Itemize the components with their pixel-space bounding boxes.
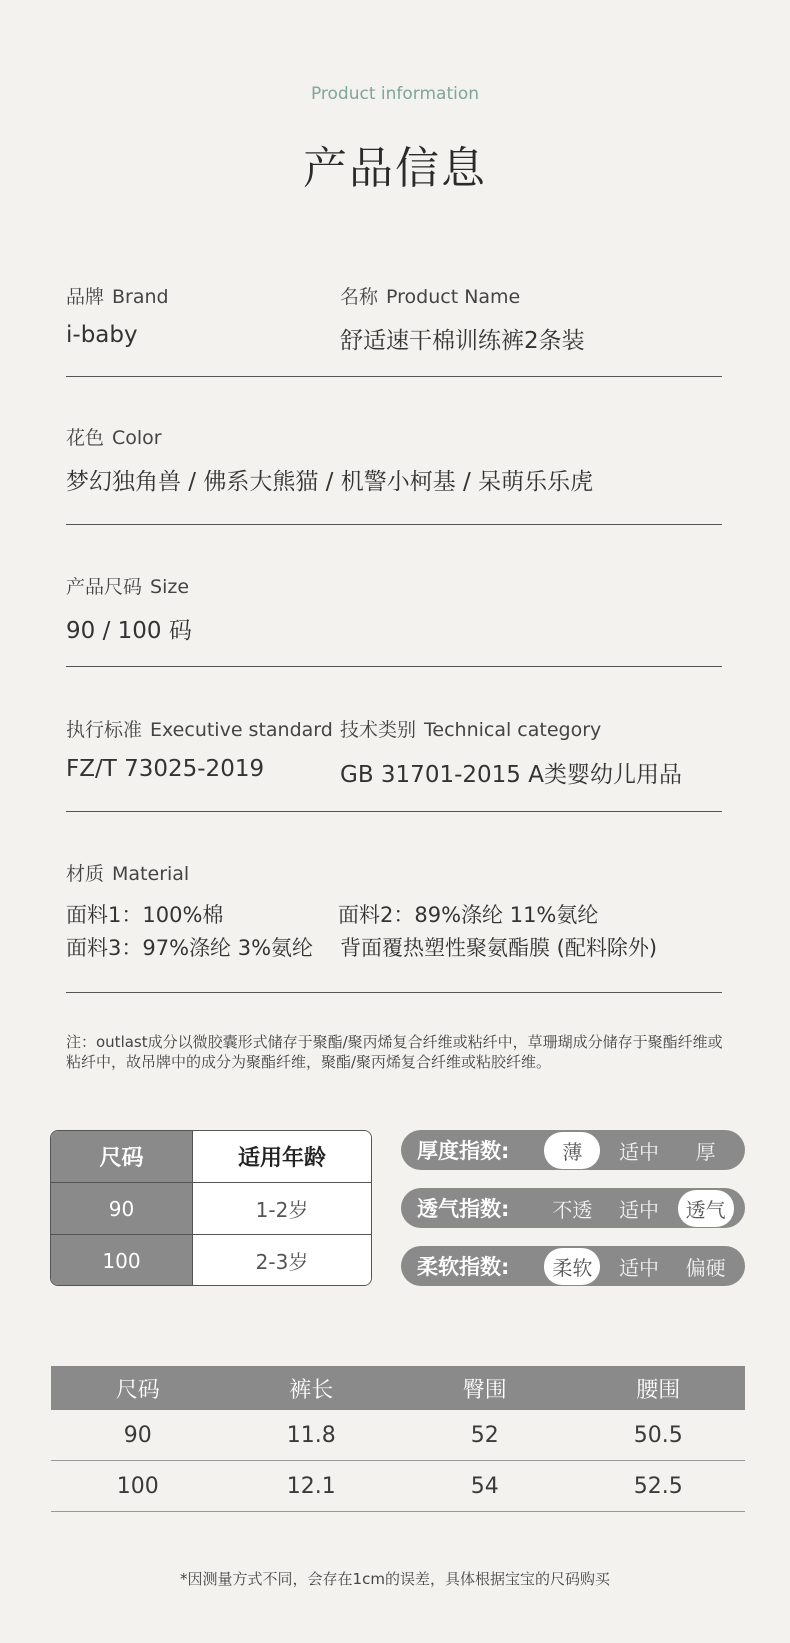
size-table — [51, 1366, 745, 1512]
material-fabric2: 面料2：89%涤纶 11%氨纶 — [338, 903, 599, 927]
executive-standard-label — [66, 715, 333, 742]
size-table-header — [51, 1366, 745, 1410]
brand-label — [66, 282, 169, 309]
thickness-index — [401, 1130, 745, 1170]
softness-option: 柔软 — [544, 1248, 600, 1285]
breathability-index — [401, 1188, 745, 1228]
divider — [66, 811, 722, 812]
material-label-cn: 材质 — [66, 863, 105, 885]
size-table-header-cell: 臀围 — [462, 1377, 507, 1403]
size-table-cell: 100 — [116, 1473, 159, 1499]
size-value: 90 / 100 码 — [66, 618, 192, 644]
thickness-option: 适中 — [618, 1139, 659, 1164]
breathability-option: 适中 — [618, 1197, 659, 1222]
material-label-en: Material — [112, 863, 190, 885]
material-fabric1: 面料1：100%棉 — [66, 903, 224, 927]
technical-category-label — [340, 715, 601, 742]
color-label — [66, 423, 162, 450]
age-table-header-cell: 适用年龄 — [193, 1131, 371, 1182]
divider — [66, 376, 722, 377]
product-name-value: 舒适速干棉训练裤2条装 — [340, 328, 585, 354]
softness-index-label: 柔软指数: — [417, 1255, 510, 1279]
thickness-option: 厚 — [695, 1139, 716, 1164]
size-table-cell: 52.5 — [633, 1473, 683, 1499]
thickness-index-label: 厚度指数: — [417, 1139, 510, 1163]
age-table — [50, 1130, 372, 1286]
color-label-en: Color — [112, 427, 162, 449]
age-table-cell: 90 — [51, 1183, 193, 1234]
product-name-label-en: Product Name — [386, 286, 521, 308]
technical-category-label-en: Technical category — [424, 719, 602, 741]
age-table-header — [51, 1131, 371, 1182]
size-label-en: Size — [150, 576, 190, 598]
softness-index — [401, 1246, 745, 1286]
color-label-cn: 花色 — [66, 427, 105, 449]
size-table-cell: 54 — [470, 1473, 499, 1499]
divider — [66, 666, 722, 667]
thickness-option: 薄 — [544, 1132, 600, 1169]
softness-option: 偏硬 — [685, 1255, 726, 1280]
softness-option: 适中 — [618, 1255, 659, 1280]
age-table-row — [51, 1234, 371, 1286]
page-title: 产品信息 — [303, 143, 487, 194]
technical-category-value: GB 31701-2015 A类婴幼儿用品 — [340, 762, 682, 788]
size-table-header-cell: 尺码 — [115, 1377, 160, 1403]
size-label-cn: 产品尺码 — [66, 576, 143, 598]
size-table-cell: 52 — [470, 1422, 499, 1448]
size-table-cell: 12.1 — [286, 1473, 336, 1499]
brand-label-en: Brand — [112, 286, 169, 308]
breathability-index-label: 透气指数: — [417, 1197, 510, 1221]
size-table-cell: 50.5 — [633, 1422, 683, 1448]
measurement-footnote: *因测量方式不同，会存在1cm的误差，具体根据宝宝的尺码购买 — [180, 1570, 610, 1588]
size-table-header-cell: 腰围 — [636, 1377, 681, 1403]
technical-category-label-cn: 技术类别 — [340, 719, 417, 741]
age-table-row — [51, 1182, 371, 1234]
material-fabric3: 面料3：97%涤纶 3%氨纶 — [66, 936, 314, 960]
size-table-cell: 90 — [123, 1422, 152, 1448]
executive-standard-value: FZ/T 73025-2019 — [66, 756, 265, 782]
product-name-label — [340, 282, 520, 309]
composition-note: 注：outlast成分以微胶囊形式储存于聚酯/聚丙烯复合纤维或粘纤中，草珊瑚成分储存于聚酯纤维或粘纤中，故吊牌中的成分为聚酯纤维，聚酯/聚丙烯复合纤维或粘胶纤维。 — [66, 1033, 723, 1071]
divider — [66, 992, 722, 993]
material-label — [66, 859, 189, 886]
product-name-label-cn: 名称 — [340, 286, 379, 308]
brand-value: i-baby — [66, 322, 138, 348]
size-table-row — [51, 1461, 745, 1512]
executive-standard-label-en: Executive standard — [150, 719, 333, 741]
size-table-cell: 11.8 — [286, 1422, 336, 1448]
material-backing: 背面覆热塑性聚氨酯膜 (配料除外) — [340, 936, 658, 960]
size-table-row — [51, 1410, 745, 1461]
divider — [66, 524, 722, 525]
breathability-option: 不透 — [552, 1197, 593, 1222]
age-table-cell: 100 — [51, 1235, 193, 1286]
executive-standard-label-cn: 执行标准 — [66, 719, 143, 741]
breathability-option: 透气 — [678, 1190, 734, 1227]
age-table-header-cell: 尺码 — [51, 1131, 193, 1182]
age-table-cell: 2-3岁 — [193, 1235, 371, 1286]
color-value: 梦幻独角兽 / 佛系大熊猫 / 机警小柯基 / 呆萌乐乐虎 — [66, 469, 594, 495]
brand-label-cn: 品牌 — [66, 286, 105, 308]
age-table-cell: 1-2岁 — [193, 1183, 371, 1234]
section-subtitle: Product information — [310, 84, 480, 104]
size-table-header-cell: 裤长 — [289, 1377, 334, 1403]
size-label — [66, 572, 189, 599]
